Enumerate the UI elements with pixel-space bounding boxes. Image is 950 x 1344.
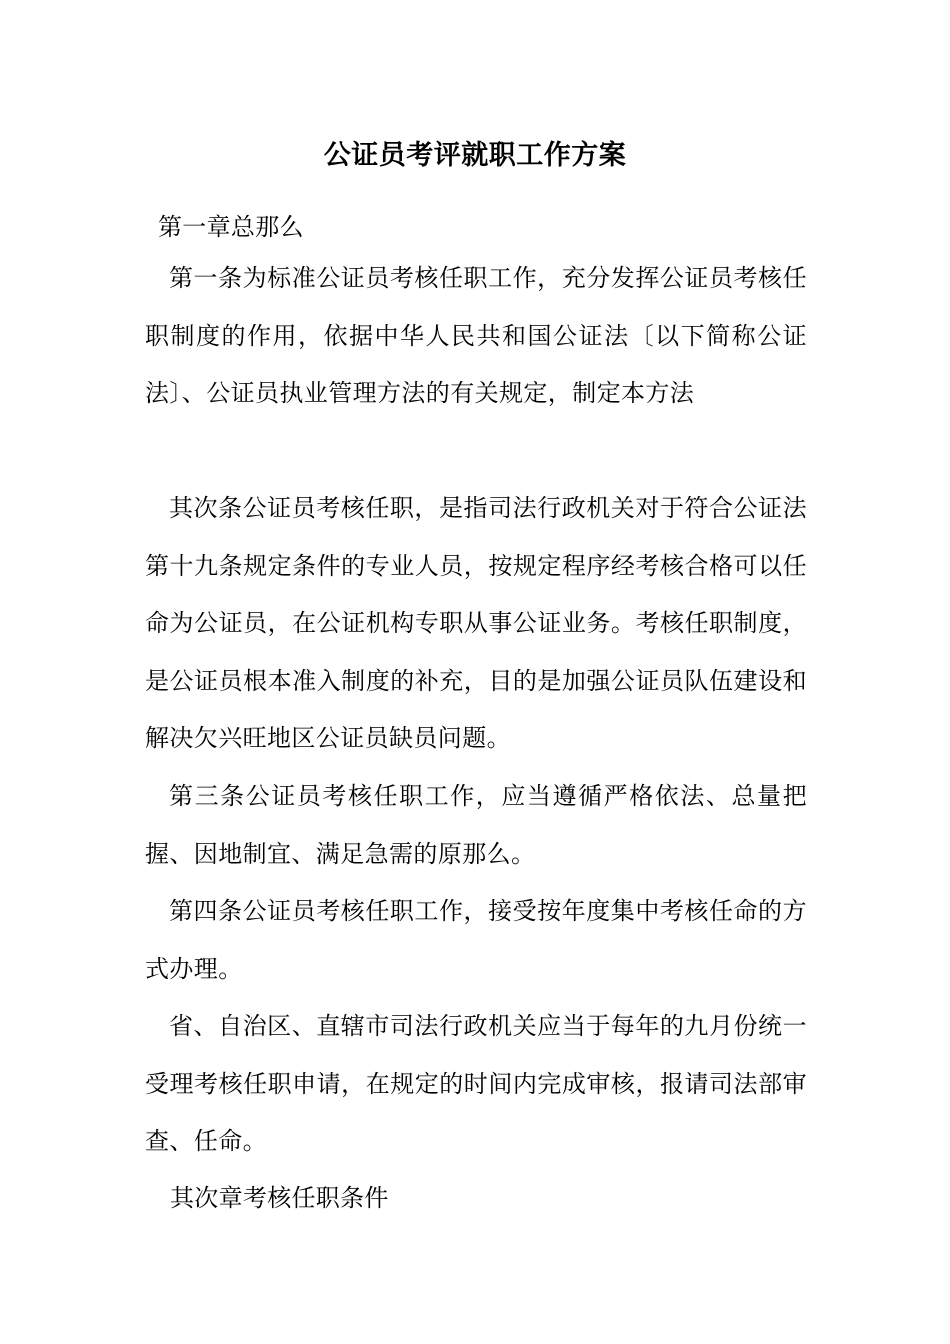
chapter-heading-1: 第一章总那么: [158, 213, 304, 241]
article-paragraph-2: 其次条公证员考核任职，是指司法行政机关对于符合公证法第十九条规定条件的专业人员，按规定程序经考核合格可以任命为公证员，在公证机构专职从事公证业务。考核任职制度，是公证员根本准入制度的补充，目的是加强公证员队伍建设和解决欠兴旺地区公证员缺员问题。: [145, 494, 807, 752]
article-paragraph-4: 第四条公证员考核任职工作，接受按年度集中考核任命的方式办理。: [145, 897, 807, 983]
document-title: 公证员考评就职工作方案: [323, 140, 627, 171]
chapter-heading-2: 其次章考核任职条件: [170, 1184, 389, 1212]
article-paragraph-1: 第一条为标准公证员考核任职工作，充分发挥公证员考核任职制度的作用，依据中华人民共和国公证法〔以下简称公证法〕、公证员执业管理方法的有关规定，制定本方法: [145, 264, 807, 407]
article-paragraph-5: 省、自治区、直辖市司法行政机关应当于每年的九月份统一受理考核任职申请，在规定的时间内完成审核，报请司法部审查、任命。: [145, 1012, 807, 1155]
article-paragraph-3: 第三条公证员考核任职工作，应当遵循严格依法、总量把握、因地制宜、满足急需的原那么。: [145, 782, 807, 868]
